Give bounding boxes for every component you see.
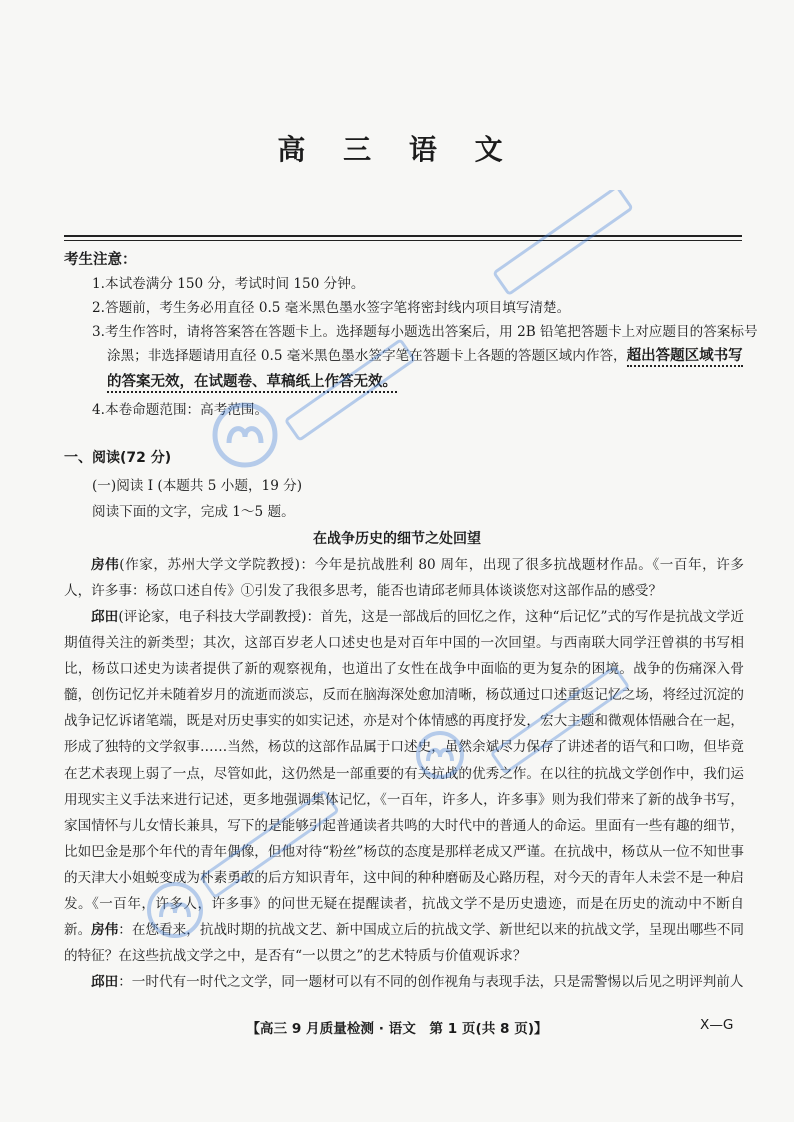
article-paragraph-4	[64, 969, 744, 995]
paragraph-text: (作家，苏州大学文学院教授)：今年是抗战胜利 80 周年，出现了很多抗战题材作品。《一百年，许多人，许多事：杨苡口述自传》①引发了我很多思考，能否也请邱老师具体谈谈您对这部作品的感受？	[64, 557, 745, 600]
paragraph-text: (评论家，电子科技大学副教授)：首先，这是一部战后的回忆之作，这种“后记忆”式的写作是抗战文学近期值得关注的新类型；其次，这部百岁老人口述史也是对百年中国的一次回望。与西南联大同学汪曾祺的书写相比，杨苡口述史为读者提供了新的观察视角，也道出了女性在战争中面临的更为复杂的困境。战争的伤痛深入骨髓，创伤记忆并未随着岁月的流逝而淡忘，反而在脑海深处愈加清晰，杨苡通过口述重返记忆之场，将经过沉淀的战争记忆诉诸笔端，既是对历史事实的如实记述，亦是对个体情感的再度抒发，宏大主题和微观体悟融合在一起，形成了独特的文学叙事……当然，杨苡的这部作品属于口述史，虽然余斌尽力保存了讲述者的语气和口吻，但毕竟在艺术表现上弱了一点，尽管如此，这仍然是一部重要的有关抗战的优秀之作。在以往的抗战文学创作中，我们运用现实主义手法来进行记述，更多地强调集体记忆，《一百年，许多人，许多事》则为我们带来了新的战争书写，家国情怀与儿女情长兼具，写下的是能够引起普通读者共鸣的大时代中的普通人的命运。里面有一些有趣的细节，比如巴金是那个年代的青年偶像，但他对待“粉丝”杨苡的态度是那样老成又严谨。在抗战中，杨苡从一位不知世事的天津大小姐蜕变成为朴素勇敢的后方知识青年，这中间的种种磨砺及心路历程，对今天的青年人未尝不是一种启发。《一百年，许多人，许多事》的问世无疑在提醒读者，抗战文学不是历史遗迹，而是在历史的流动中不断自新。	[64, 609, 744, 939]
paper-code: X—G	[700, 1017, 734, 1033]
speaker-name: 邱田	[91, 974, 119, 990]
notice-emphasis-cont	[107, 370, 397, 391]
notice-emphasis-text: 的答案无效，在试题卷、草稿纸上作答无效。	[107, 374, 397, 393]
section-subheading: (一)阅读 I (本题共 5 小题，19 分)	[92, 478, 303, 494]
section-heading: 一、阅读(72 分)	[64, 450, 172, 466]
article-title: 在战争历史的细节之处回望	[313, 531, 481, 547]
page-title: 高 三 语 文	[277, 133, 517, 166]
notice-emphasis: 超出答题区域书写	[627, 348, 743, 367]
notice-item-3-cont	[107, 344, 743, 365]
title-rule-thin	[64, 240, 742, 241]
paragraph-text: ：在您看来，抗战时期的抗战文艺、新中国成立后的抗战文学、新世纪以来的抗战文学，呈现出哪些不同的特征？在这些抗战文学之中，是否有“一以贯之”的艺术特质与价值观诉求？	[64, 922, 745, 965]
section-instruction: 阅读下面的文字，完成 1～5 题。	[92, 504, 295, 520]
page-footer: 【高三 9 月质量检测 · 语文 第 1 页(共 8 页)】	[246, 1021, 548, 1037]
watermark-logo-icon	[470, 190, 650, 300]
title-rule-thick	[64, 235, 742, 237]
paragraph-text: ：一时代有一时代之文学，同一题材可以有不同的创作视角与表现手法，只是需警惕以后见之明评判前人	[118, 974, 744, 990]
notice-heading: 考生注意：	[64, 252, 137, 268]
speaker-name: 房伟	[91, 922, 119, 938]
notice-item-1: 1.本试卷满分 150 分，考试时间 150 分钟。	[92, 276, 365, 292]
article-paragraph-3	[64, 917, 744, 969]
speaker-name: 邱田	[91, 609, 119, 625]
notice-item-4: 4.本卷命题范围：高考范围。	[92, 402, 269, 418]
notice-item-3: 3.考生作答时，请将答案答在答题卡上。选择题每小题选出答案后，用 2B 铅笔把答题卡上对应题目的答案标号	[92, 324, 758, 340]
article-paragraph-1	[64, 552, 744, 604]
article-paragraph-2	[64, 604, 744, 943]
speaker-name: 房伟	[91, 557, 120, 573]
notice-item-2: 2.答题前，考生务必用直径 0.5 毫米黑色墨水签字笔将密封线内项目填写清楚。	[92, 300, 571, 316]
notice-item-3-text: 涂黑；非选择题请用直径 0.5 毫米黑色墨水签字笔在答题卡上各题的答题区域内作答，	[107, 348, 627, 364]
